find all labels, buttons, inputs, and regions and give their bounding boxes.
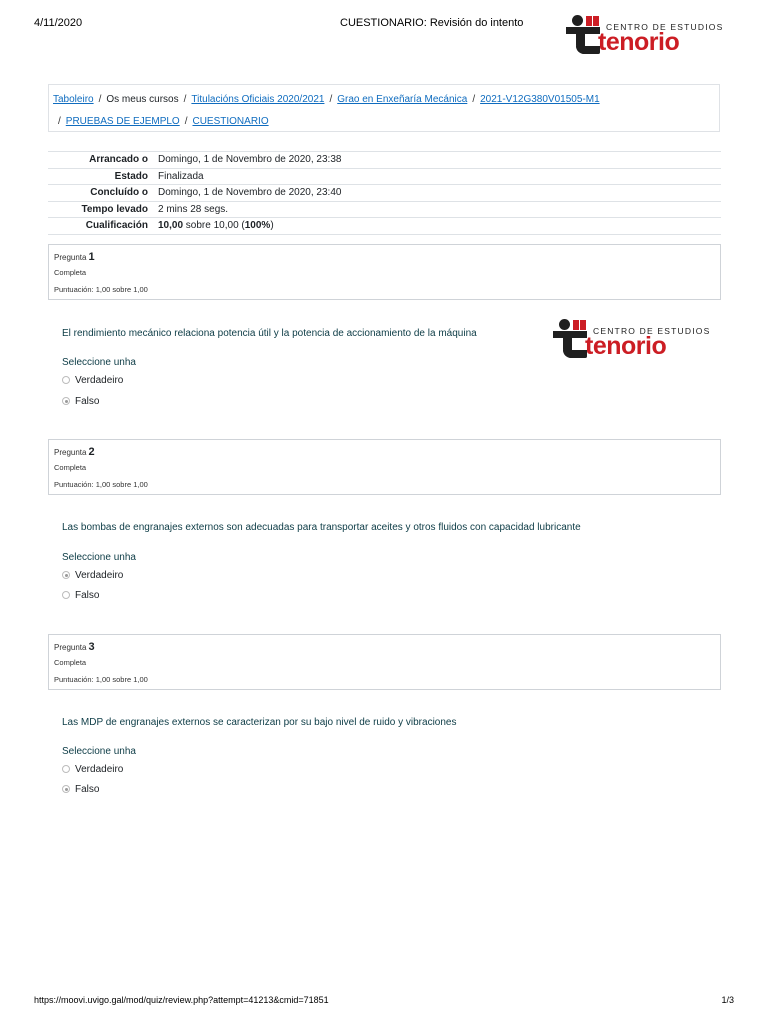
- question-2-prompt: Seleccione unha: [62, 552, 136, 563]
- question-2-info: Pregunta 2 Completa Puntuación: 1,00 sobre 1,00: [48, 439, 721, 495]
- logo-book-icon: [573, 320, 586, 330]
- question-2-option-true[interactable]: Verdadeiro: [62, 569, 123, 582]
- radio-icon[interactable]: [62, 765, 70, 773]
- summary-row-state: Estado Finalizada: [48, 168, 721, 185]
- summary-row-started: Arrancado o Domingo, 1 de Novembro de 2020, 23:38: [48, 152, 721, 169]
- print-page-title: CUESTIONARIO: Revisión do intento: [340, 17, 524, 29]
- breadcrumb-section-link[interactable]: PRUEBAS DE EJEMPLO: [65, 116, 180, 127]
- breadcrumb: Taboleiro / Os meus cursos / Titulacións Oficiais 2020/2021 / Grao en Enxeñaría Mecánica / 2021-V12G380V01505-M1 / PRUEBAS DE EJEMPLO / CUESTIONARIO: [48, 84, 720, 132]
- question-number: 2: [88, 446, 95, 458]
- logo-dot-icon: [572, 15, 583, 26]
- breadcrumb-my-courses: Os meus cursos: [106, 94, 179, 105]
- summary-row-grade: Cualificación 10,00 sobre 10,00 (100%): [48, 218, 721, 235]
- question-2-text: Las bombas de engranajes externos son adecuadas para transportar aceites y otros fluidos con capacidad lubricante: [62, 522, 581, 533]
- print-date: 4/11/2020: [34, 17, 83, 29]
- question-3-option-false[interactable]: Falso: [62, 783, 99, 796]
- question-3-option-true[interactable]: Verdadeiro: [62, 763, 123, 776]
- question-2-option-false[interactable]: Falso: [62, 589, 99, 602]
- tenorio-logo: [566, 15, 726, 59]
- attempt-summary-table: [48, 151, 721, 235]
- logo-dot-icon: [559, 319, 570, 330]
- question-1-info: Pregunta 1 Completa Puntuación: 1,00 sobre 1,00: [48, 244, 721, 300]
- radio-selected-icon[interactable]: [62, 571, 70, 579]
- radio-selected-icon[interactable]: [62, 397, 70, 405]
- logo-book-icon: [586, 16, 599, 26]
- summary-row-completed: Concluído o Domingo, 1 de Novembro de 2020, 23:40: [48, 185, 721, 202]
- breadcrumb-program-link[interactable]: Grao en Enxeñaría Mecánica: [337, 94, 468, 105]
- radio-icon[interactable]: [62, 591, 70, 599]
- logo-tagline: CENTRO DE ESTUDIOS: [593, 326, 711, 336]
- breadcrumb-dashboard-link[interactable]: Taboleiro: [53, 94, 94, 105]
- print-page-number: 1/3: [721, 995, 734, 1005]
- question-marks: Puntuación: 1,00 sobre 1,00: [54, 480, 148, 489]
- question-state: Completa: [54, 463, 87, 472]
- question-3-text: Las MDP de engranajes externos se caracterizan por su bajo nivel de ruido y vibraciones: [62, 717, 457, 728]
- question-1-text: El rendimiento mecánico relaciona potencia útil y la potencia de accionamiento de la máquina: [62, 328, 477, 339]
- question-marks: Puntuación: 1,00 sobre 1,00: [54, 675, 148, 684]
- breadcrumb-degrees-link[interactable]: Titulacións Oficiais 2020/2021: [191, 94, 325, 105]
- summary-row-time-taken: Tempo levado 2 mins 28 segs.: [48, 201, 721, 218]
- question-3-prompt: Seleccione unha: [62, 746, 136, 757]
- breadcrumb-quiz-link[interactable]: CUESTIONARIO: [192, 116, 269, 127]
- radio-selected-icon[interactable]: [62, 785, 70, 793]
- logo-wordmark: tenorio: [585, 332, 667, 360]
- question-1-option-false[interactable]: Falso: [62, 395, 99, 408]
- logo-wordmark: tenorio: [598, 28, 680, 56]
- print-url: https://moovi.uvigo.gal/mod/quiz/review.php?attempt=41213&cmid=71851: [34, 995, 329, 1005]
- question-3-info: Pregunta 3 Completa Puntuación: 1,00 sobre 1,00: [48, 634, 721, 690]
- question-number: 3: [88, 641, 95, 653]
- question-state: Completa: [54, 268, 87, 277]
- question-number: 1: [88, 251, 95, 263]
- breadcrumb-course-link[interactable]: 2021-V12G380V01505-M1: [480, 94, 600, 105]
- question-1-prompt: Seleccione unha: [62, 357, 136, 368]
- question-1-option-true[interactable]: Verdadeiro: [62, 374, 123, 387]
- question-marks: Puntuación: 1,00 sobre 1,00: [54, 285, 148, 294]
- question-state: Completa: [54, 658, 87, 667]
- logo-tagline: CENTRO DE ESTUDIOS: [606, 22, 724, 32]
- radio-icon[interactable]: [62, 376, 70, 384]
- tenorio-logo-watermark: [553, 319, 713, 363]
